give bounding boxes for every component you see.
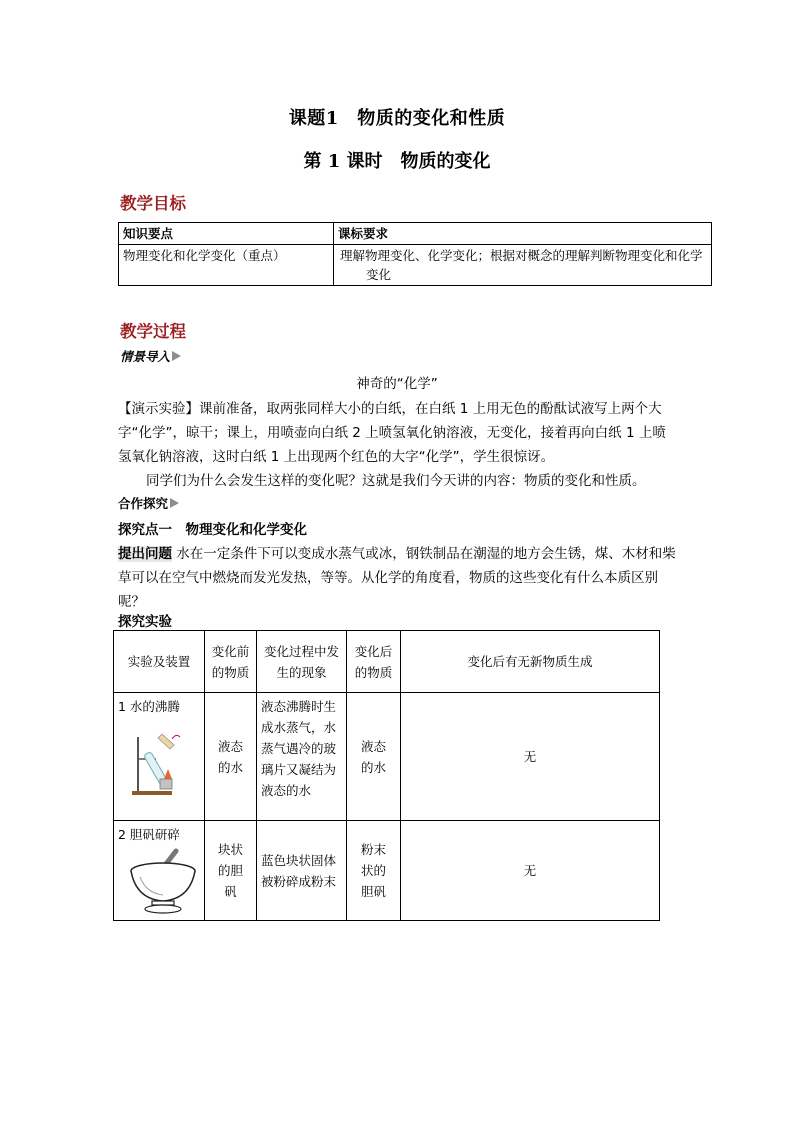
- experiment-before: 液态的水: [217, 738, 243, 775]
- experiment-after: 粉末状的胆矾: [360, 842, 386, 899]
- boiling-apparatus-illustration: [128, 729, 198, 801]
- experiment-before-cell: [205, 693, 257, 821]
- exp-label: 探究实验: [118, 614, 172, 630]
- objectives-heading: 教学目标: [120, 194, 186, 213]
- coop-tag-label: 合作探究: [118, 496, 169, 511]
- intro-tag-label: 情景导入: [120, 349, 171, 364]
- objectives-header-cell: 知识要点: [119, 223, 334, 245]
- lesson-title: 课题1 物质的变化和性质: [288, 108, 506, 129]
- experiment-header-cell: 变化过程中发生的现象: [257, 631, 347, 693]
- demo-paragraph: [118, 397, 678, 469]
- experiment-phenomenon: 液态沸腾时生成水蒸气，水蒸气遇冷的玻璃片又凝结为液态的水: [261, 699, 337, 798]
- objectives-requirement-text: 理解物理变化、化学变化；根据对概念的理解判断物理变化和化学变化: [340, 248, 703, 282]
- question-label: 提出问题: [118, 546, 172, 562]
- objectives-cell: 物理变化和化学变化（重点）: [119, 245, 334, 286]
- experiment-after-cell: [347, 693, 401, 821]
- process-heading: 教学过程: [120, 322, 186, 341]
- intro-tag: [120, 347, 181, 365]
- experiment-after: 液态的水: [360, 738, 386, 775]
- intro-title: 神奇的“化学”: [356, 376, 438, 392]
- lesson-subtitle: 第 1 课时 物质的变化: [303, 151, 491, 172]
- question-paragraph: [118, 542, 678, 614]
- objectives-header-row: [119, 223, 712, 245]
- experiment-phenomenon-cell: [257, 693, 347, 821]
- experiment-header-cell: 变化后的物质: [347, 631, 401, 693]
- mortar-pestle-illustration: [126, 847, 200, 917]
- experiment-name-cell: [114, 693, 205, 821]
- demo-text: 课前准备，取两张同样大小的白纸，在白纸 1 上用无色的酚酞试液写上两个大字“化学”，晾干；课上，用喷壶向白纸 2 上喷氢氧化钠溶液，无变化，接着再向白纸 1 上喷氢氧化钠溶液，这时白纸 1 上出现两个红色的大字“化学”，学生很惊讶。: [118, 401, 666, 465]
- arrow-right-icon: [170, 498, 179, 508]
- experiment-name: 1 水的沸腾: [118, 699, 180, 714]
- coop-tag: [118, 494, 179, 512]
- objectives-row: [119, 245, 712, 286]
- objectives-requirement: [314, 246, 707, 284]
- arrow-right-icon: [172, 351, 181, 361]
- objectives-table: [118, 222, 712, 286]
- experiment-row: [114, 821, 660, 921]
- experiment-header-row: [114, 631, 660, 693]
- question-text: 水在一定条件下可以变成水蒸气或冰，钢铁制品在潮湿的地方会生锈，煤、木材和柴草可以在空气中燃烧而发光发热，等等。从化学的角度看，物质的这些变化有什么本质区别呢？: [118, 546, 676, 610]
- experiment-name-cell: [114, 821, 205, 921]
- experiment-before: 块状的胆矾: [217, 842, 243, 899]
- experiment-new-substance-cell: 无: [401, 693, 660, 821]
- experiment-row: [114, 693, 660, 821]
- experiment-before-cell: [205, 821, 257, 921]
- experiment-after-cell: [347, 821, 401, 921]
- experiment-header-cell: 变化后有无新物质生成: [401, 631, 660, 693]
- experiment-phenomenon: 蓝色块状固体被粉碎成粉末: [261, 852, 337, 889]
- experiment-phenomenon-cell: [257, 821, 347, 921]
- demo-label: 【演示实验】: [118, 401, 199, 417]
- experiment-table: [113, 630, 660, 921]
- point-title: 探究点一 物理变化和化学变化: [118, 522, 307, 538]
- objectives-cell: [334, 245, 712, 286]
- objectives-header-cell: 课标要求: [334, 223, 712, 245]
- demo-follow: 同学们为什么会发生这样的变化呢？这就是我们今天讲的内容：物质的变化和性质。: [146, 473, 646, 489]
- experiment-new-substance-cell: 无: [401, 821, 660, 921]
- experiment-header-cell: 变化前的物质: [205, 631, 257, 693]
- experiment-name: 2 胆矾研碎: [118, 827, 180, 842]
- experiment-header-cell: 实验及装置: [114, 631, 205, 693]
